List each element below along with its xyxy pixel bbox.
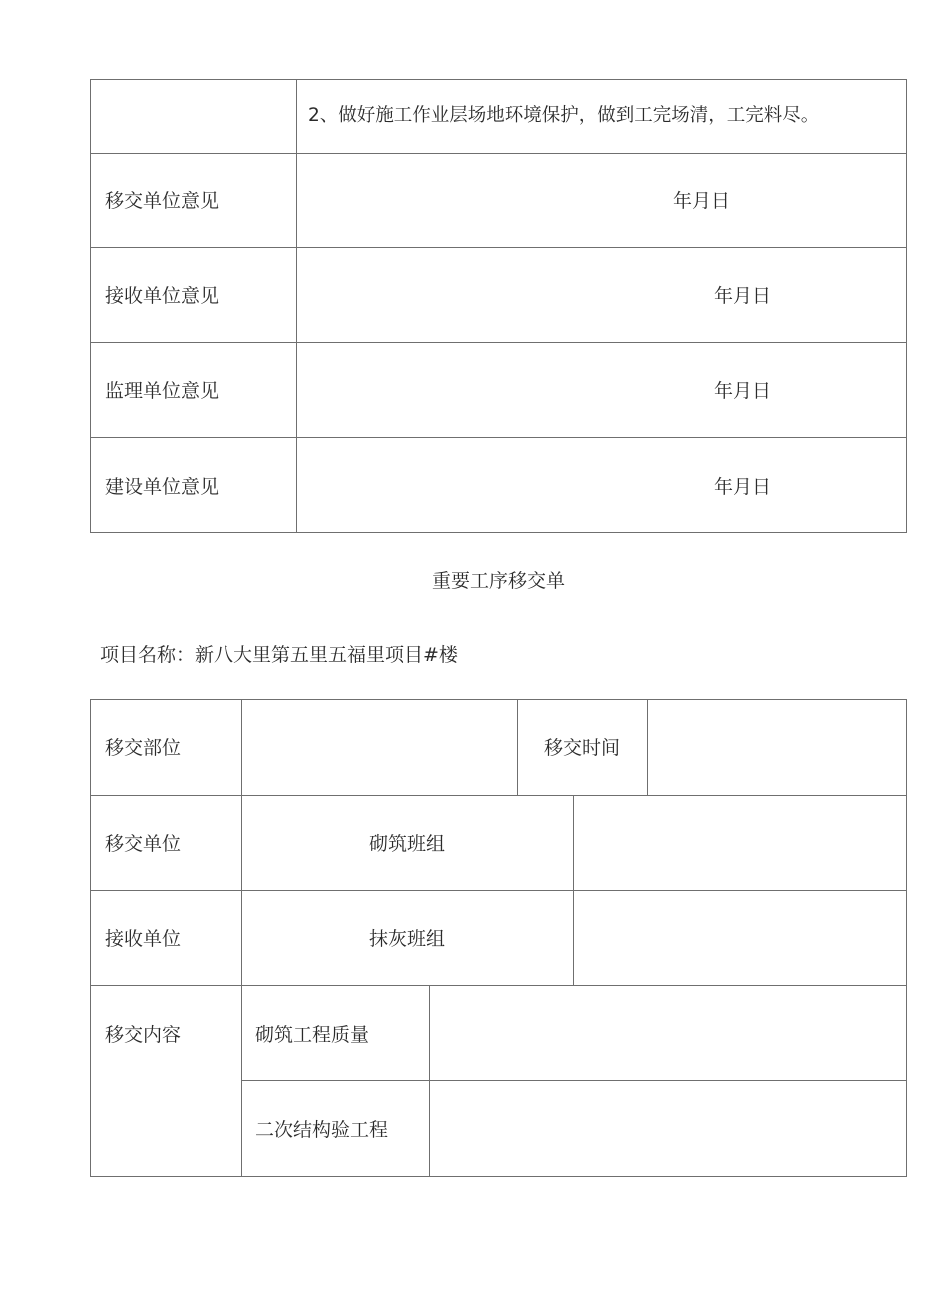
form-title: 重要工序移交单 — [431, 570, 565, 592]
table-border — [241, 1080, 907, 1081]
opinion-label-handover: 移交单位意见 — [105, 190, 220, 212]
table-border — [517, 699, 518, 795]
table-border — [90, 79, 91, 533]
table-border — [573, 795, 574, 985]
table-border — [296, 79, 297, 533]
content-label: 移交内容 — [105, 1024, 182, 1046]
table-border — [90, 247, 907, 248]
opinion-label-construction: 建设单位意见 — [105, 476, 220, 498]
table-border — [906, 79, 907, 533]
table-border — [241, 699, 242, 1177]
project-name: 项目名称：新八大里第五里五福里项目#楼 — [100, 644, 458, 666]
table-border — [90, 699, 907, 700]
table-border — [90, 1176, 907, 1177]
table-border — [906, 699, 907, 1177]
table-border — [90, 342, 907, 343]
date-supervision: 年月日 — [714, 380, 772, 402]
table-border — [90, 985, 907, 986]
date-receiving: 年月日 — [714, 285, 772, 307]
date-construction: 年月日 — [714, 476, 772, 498]
table-border — [90, 437, 907, 438]
receiving-unit-label: 接收单位 — [105, 928, 182, 950]
opinion-label-supervision: 监理单位意见 — [105, 380, 220, 402]
date-handover: 年月日 — [673, 190, 731, 212]
environment-note: 2、做好施工作业层场地环境保护，做到工完场清，工完料尽。 — [308, 105, 820, 126]
content-item-masonry: 砌筑工程质量 — [255, 1024, 370, 1046]
table-border — [90, 699, 91, 1177]
receiving-unit-value: 抹灰班组 — [369, 928, 446, 950]
table-border — [90, 795, 907, 796]
table-border — [90, 890, 907, 891]
table-border — [90, 79, 907, 80]
table-border — [90, 532, 907, 533]
table-border — [429, 985, 430, 1176]
table-border — [647, 699, 648, 795]
handover-unit-value: 砌筑班组 — [369, 833, 446, 855]
location-label: 移交部位 — [105, 737, 182, 759]
content-item-secondary-structure: 二次结构验工程 — [255, 1119, 389, 1141]
table-border — [90, 153, 907, 154]
opinion-label-receiving: 接收单位意见 — [105, 285, 220, 307]
handover-unit-label: 移交单位 — [105, 833, 182, 855]
time-label: 移交时间 — [544, 737, 621, 759]
